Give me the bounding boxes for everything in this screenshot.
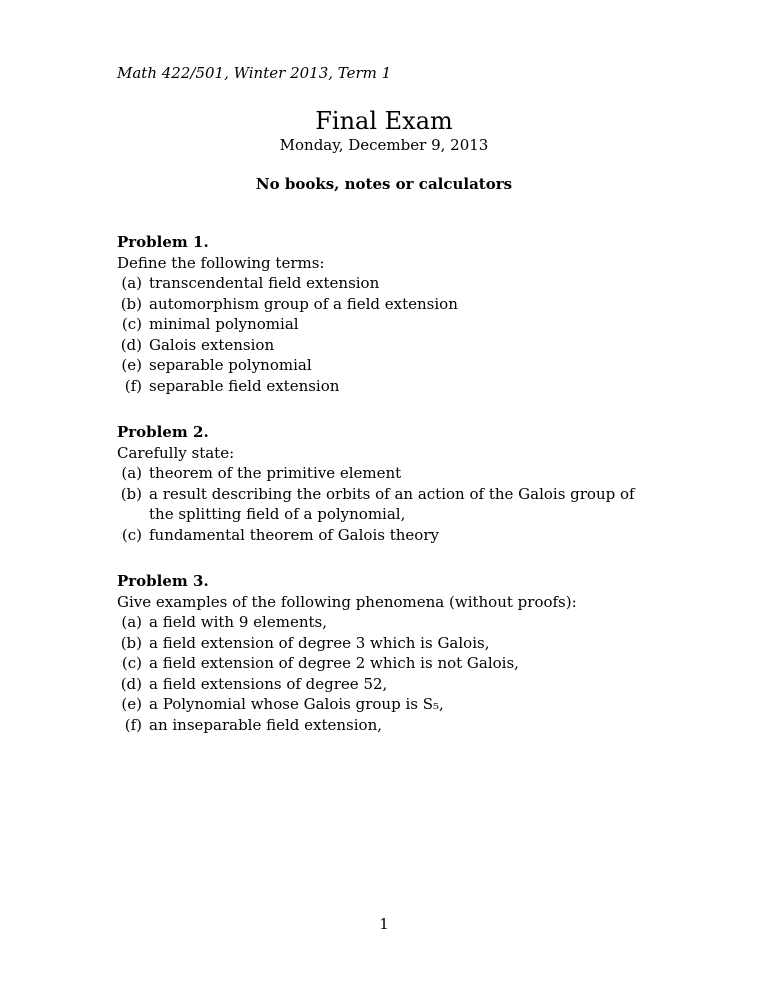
problem-intro: Carefully state: (117, 443, 235, 462)
problem-item (117, 653, 657, 674)
problem-3 (117, 571, 657, 735)
item-label: (b) (120, 484, 142, 503)
problem-item (117, 484, 657, 525)
item-label: (c) (121, 654, 142, 672)
problem-item (117, 376, 657, 397)
item-text: a field extension of degree 2 which is not Galois, (149, 654, 519, 672)
item-text: a field with 9 elements, (149, 613, 327, 631)
item-text: fundamental theorem of Galois theory (149, 525, 439, 544)
item-label: (e) (121, 695, 142, 713)
problem-item (117, 314, 657, 335)
item-text: Galois extension (149, 335, 275, 354)
item-label: (d) (120, 674, 142, 693)
item-label: (f) (124, 715, 142, 734)
item-text: a field extension of degree 3 which is Galois, (149, 633, 490, 652)
item-label: (a) (121, 613, 142, 631)
problem-item (117, 525, 657, 546)
course-header: Math 422/501, Winter 2013, Term 1 (117, 64, 392, 82)
item-text: minimal polynomial (149, 315, 299, 333)
item-text: separable field extension (149, 376, 340, 395)
problem-item (117, 612, 657, 633)
problem-2 (117, 422, 657, 545)
item-text: theorem of the primitive element (149, 464, 402, 482)
item-text: transcendental field extension (149, 274, 380, 292)
item-label: (a) (121, 464, 142, 482)
item-label: (c) (121, 315, 142, 333)
problem-item (117, 715, 657, 736)
item-label: (b) (120, 294, 142, 313)
problem-1 (117, 232, 657, 396)
item-text: separable polynomial (149, 356, 312, 374)
item-text: a Polynomial whose Galois group is S₅, (149, 695, 444, 713)
item-label: (e) (121, 356, 142, 374)
problem-item (117, 273, 657, 294)
item-text: automorphism group of a field extension (149, 294, 458, 313)
page-number: 1 (379, 915, 389, 933)
problem-heading: Problem 2. (117, 423, 209, 441)
problem-item (117, 674, 657, 695)
problem-heading: Problem 3. (117, 572, 209, 590)
problem-item-list (117, 273, 657, 396)
item-text: a result describing the orbits of an action of the Galois group of the splitting field of a polynomial, (149, 484, 635, 523)
problem-item (117, 335, 657, 356)
problem-intro: Give examples of the following phenomena (without proofs): (117, 592, 577, 611)
item-label: (d) (120, 335, 142, 354)
problem-item (117, 463, 657, 484)
item-label: (c) (121, 525, 142, 544)
item-label: (a) (121, 274, 142, 292)
problem-heading: Problem 1. (117, 233, 209, 251)
item-label: (f) (124, 376, 142, 395)
problem-item (117, 633, 657, 654)
item-text: a field extensions of degree 52, (149, 674, 388, 693)
exam-rules: No books, notes or calculators (255, 175, 513, 193)
exam-title: Final Exam (315, 107, 453, 135)
problem-item-list (117, 612, 657, 735)
item-text: an inseparable field extension, (149, 715, 383, 734)
problem-item (117, 694, 657, 715)
problem-intro: Define the following terms: (117, 253, 325, 272)
problem-item-list (117, 463, 657, 545)
exam-date: Monday, December 9, 2013 (279, 136, 489, 154)
problem-item (117, 294, 657, 315)
item-label: (b) (120, 633, 142, 652)
problem-item (117, 355, 657, 376)
